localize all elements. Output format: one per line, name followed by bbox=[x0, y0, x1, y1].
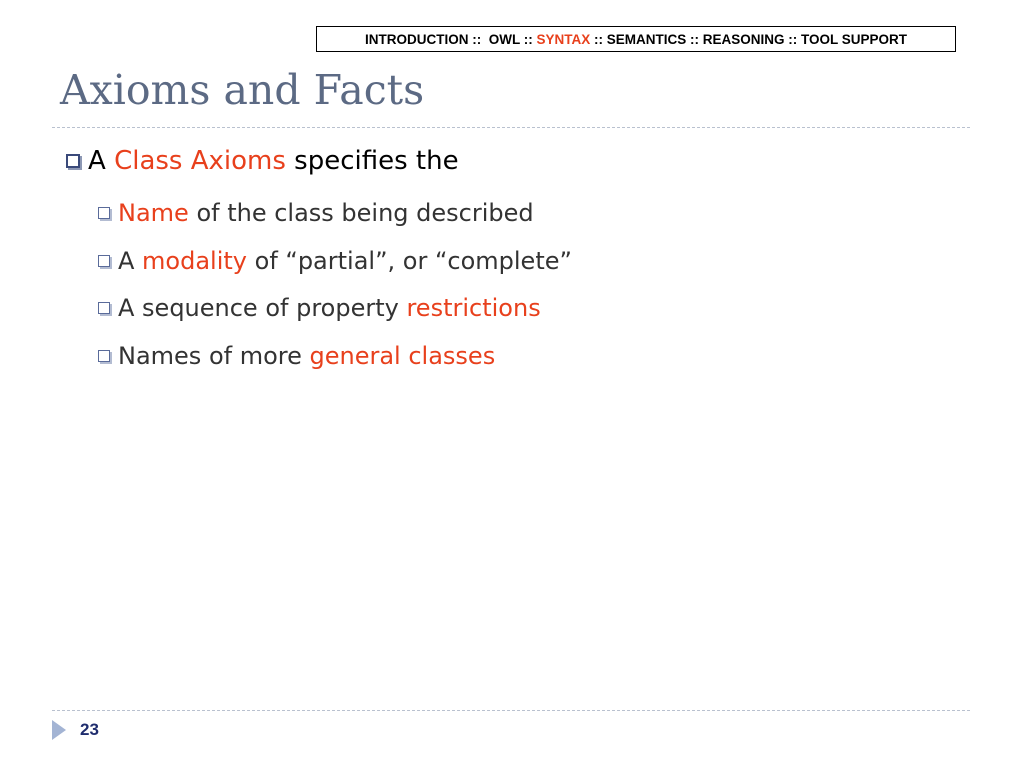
main-bullet-highlight: Class Axioms bbox=[114, 146, 286, 176]
sub-bullet-highlight: restrictions bbox=[406, 294, 541, 322]
checkbox-bullet-icon bbox=[98, 302, 110, 314]
checkbox-bullet-icon bbox=[98, 207, 110, 219]
sub-bullet-prefix: A bbox=[118, 247, 143, 275]
title-divider bbox=[52, 127, 970, 128]
play-arrow-icon bbox=[52, 720, 66, 740]
main-bullet bbox=[66, 146, 459, 176]
footer-divider bbox=[52, 710, 970, 711]
page-number: 23 bbox=[80, 720, 99, 739]
checkbox-bullet-icon bbox=[66, 154, 80, 168]
sub-bullet-suffix: of “partial”, or “complete” bbox=[247, 247, 572, 275]
sub-bullet-prefix: A sequence of property bbox=[118, 294, 407, 322]
slide-title: Axioms and Facts bbox=[60, 66, 425, 114]
nav-current-section: SYNTAX bbox=[536, 31, 591, 47]
main-bullet-prefix: A bbox=[88, 146, 115, 176]
sub-bullet-suffix: of the class being described bbox=[188, 199, 534, 227]
sub-bullet bbox=[98, 247, 572, 275]
sub-bullet bbox=[98, 199, 534, 227]
section-navigation-bar bbox=[316, 26, 956, 52]
nav-text-after: :: SEMANTICS :: REASONING :: TOOL SUPPORT bbox=[590, 31, 907, 47]
checkbox-bullet-icon bbox=[98, 255, 110, 267]
sub-bullet-prefix: Names of more bbox=[118, 342, 310, 370]
sub-bullet bbox=[98, 294, 541, 322]
sub-bullet bbox=[98, 342, 495, 370]
checkbox-bullet-icon bbox=[98, 350, 110, 362]
sub-bullet-highlight: Name bbox=[118, 199, 189, 227]
main-bullet-suffix: specifies the bbox=[285, 146, 459, 176]
sub-bullet-highlight: modality bbox=[142, 247, 247, 275]
sub-bullet-highlight: general classes bbox=[309, 342, 496, 370]
nav-text-before: INTRODUCTION :: OWL :: bbox=[364, 31, 537, 47]
